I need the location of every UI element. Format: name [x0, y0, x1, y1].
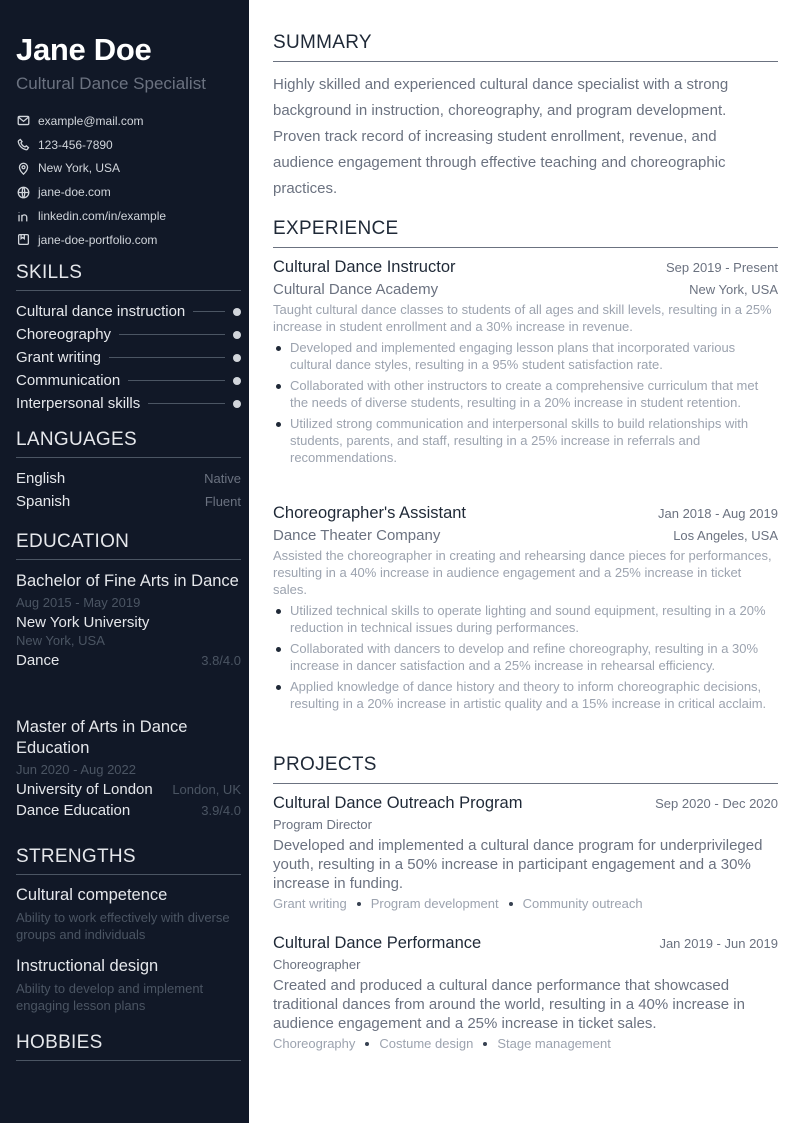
job-company: Dance Theater Company — [273, 527, 441, 544]
degree: Bachelor of Fine Arts in Dance — [16, 572, 239, 590]
skill-item: Grant writing — [16, 346, 241, 369]
contact-website-text: jane-doe.com — [38, 185, 111, 200]
job-bullet: Developed and implemented engaging lesson plans that incorporated various cultural dance styles, resulting in a 95% student satisfaction rate. — [273, 339, 778, 373]
strengths-heading: STRENGTHS — [16, 846, 241, 875]
contact-portfolio-text: jane-doe-portfolio.com — [38, 232, 158, 247]
location-icon — [16, 161, 30, 175]
project-role: Choreographer — [273, 957, 361, 972]
experience-heading: EXPERIENCE — [273, 218, 778, 248]
job-bullet: Applied knowledge of dance history and theory to inform choreographic decisions, resulting in a 20% increase in artistic quality and a 15% increase in critical acclaim. — [273, 678, 778, 712]
job-company: Cultural Dance Academy — [273, 281, 439, 298]
job-bullet: Collaborated with other instructors to create a comprehensive curriculum that met the needs of diverse students, resulting in a 20% increase in student retention. — [273, 377, 778, 411]
contact-phone[interactable] — [16, 133, 241, 157]
project-date: Jan 2019 - Jun 2019 — [659, 936, 778, 951]
job-description: Assisted the choreographer in creating and rehearsing dance pieces for performances, resulting in a 40% increase in audience engagement and a 25% increase in ticket sales. — [273, 548, 772, 597]
projects-heading: PROJECTS — [273, 754, 778, 784]
project-tags: Choreography Costume design Stage management — [273, 1036, 611, 1051]
project-date: Sep 2020 - Dec 2020 — [655, 796, 778, 811]
job-description: Taught cultural dance classes to students of all ages and skill levels, resulting in a 25% increase in student enrollment and a 30% increase in revenue. — [273, 302, 772, 334]
project-description: Created and produced a cultural dance performance that showcased traditional dances from around the world, resulting in a 40% increase in audience engagement and a 25% increase in ticket sales. — [273, 977, 745, 1032]
language-item: English Native — [16, 470, 241, 487]
phone-icon — [16, 138, 30, 152]
job-location: New York, USA — [689, 282, 778, 297]
contact-location — [16, 157, 241, 181]
project-tags: Grant writing Program development Community outreach — [273, 896, 643, 911]
skill-item: Choreography — [16, 323, 241, 346]
job-entry — [273, 504, 778, 716]
project-entry — [273, 794, 778, 911]
skill-dot — [233, 377, 241, 385]
skills-list — [16, 300, 241, 415]
job-bullet: Utilized strong communication and interpersonal skills to build relationships with students, parents, and staff, resulting in a 25% increase in referrals and recommendations. — [273, 415, 778, 466]
skill-item: Interpersonal skills — [16, 392, 241, 415]
job-date: Jan 2018 - Aug 2019 — [658, 506, 778, 521]
mail-icon — [16, 114, 30, 128]
education-item — [16, 717, 241, 819]
contact-list — [16, 109, 241, 252]
contact-location-text: New York, USA — [38, 161, 121, 176]
contact-phone-text: 123-456-7890 — [38, 137, 113, 152]
job-location: Los Angeles, USA — [673, 528, 778, 543]
project-title: Cultural Dance Outreach Program — [273, 794, 523, 812]
education-date: Jun 2020 - Aug 2022 — [16, 762, 136, 777]
contact-portfolio[interactable] — [16, 228, 241, 252]
skill-dot — [233, 400, 241, 408]
project-entry — [273, 934, 778, 1051]
hobbies-heading: HOBBIES — [16, 1032, 241, 1061]
project-description: Developed and implemented a cultural dance program for underprivileged youth, resulting in a 50% increase in participant engagement and a 30% increase in funding. — [273, 837, 763, 892]
school: University of London — [16, 781, 153, 798]
skill-item: Communication — [16, 369, 241, 392]
education-location: London, UK — [172, 782, 241, 797]
languages-list — [16, 467, 241, 513]
languages-heading: LANGUAGES — [16, 429, 241, 458]
skill-dot — [233, 308, 241, 316]
globe-icon — [16, 185, 30, 199]
job-bullet: Collaborated with dancers to develop and refine choreography, resulting in a 30% increase in dancer satisfaction and a 25% increase in rehearsal efficiency. — [273, 640, 778, 674]
summary-heading: SUMMARY — [273, 32, 778, 62]
skill-dot — [233, 354, 241, 362]
education-location: New York, USA — [16, 633, 105, 648]
summary-text: Highly skilled and experienced cultural dance specialist with a strong background in instruction, choreography, and program development. Proven track record of increasing student enrollment, revenue, and audience engagement through effective teaching and choreographic practices. — [273, 76, 729, 197]
candidate-name: Jane Doe — [16, 32, 152, 67]
contact-email[interactable] — [16, 109, 241, 133]
portfolio-icon — [16, 233, 30, 247]
degree: Master of Arts in Dance Education — [16, 718, 188, 757]
project-title: Cultural Dance Performance — [273, 934, 482, 952]
candidate-title: Cultural Dance Specialist — [16, 74, 206, 93]
project-role: Program Director — [273, 817, 372, 832]
education-item — [16, 571, 241, 669]
strength-item: Instructional design Ability to develop and implement engaging lesson plans — [16, 957, 204, 1013]
education-date: Aug 2015 - May 2019 — [16, 595, 141, 610]
education-heading: EDUCATION — [16, 531, 241, 560]
strength-item: Cultural competence Ability to work effectively with diverse groups and individuals — [16, 886, 230, 942]
contact-linkedin[interactable] — [16, 204, 241, 228]
job-title: Choreographer's Assistant — [273, 504, 467, 522]
skills-heading: SKILLS — [16, 262, 241, 291]
field: Dance Education — [16, 802, 131, 819]
skill-item: Cultural dance instruction — [16, 300, 241, 323]
skill-dot — [233, 331, 241, 339]
job-title: Cultural Dance Instructor — [273, 258, 456, 276]
job-entry — [273, 258, 778, 470]
language-item: Spanish Fluent — [16, 493, 241, 510]
contact-email-text: example@mail.com — [38, 113, 144, 128]
contact-website[interactable] — [16, 180, 241, 204]
field: Dance — [16, 652, 60, 669]
gpa: 3.8/4.0 — [201, 653, 241, 668]
gpa: 3.9/4.0 — [201, 803, 241, 818]
job-date: Sep 2019 - Present — [665, 260, 778, 275]
job-bullet: Utilized technical skills to operate lighting and sound equipment, resulting in a 20% reduction in technical issues during performances. — [273, 602, 778, 636]
contact-linkedin-text: linkedin.com/in/example — [38, 209, 167, 224]
school: New York University — [16, 614, 150, 631]
linkedin-icon — [16, 209, 30, 223]
